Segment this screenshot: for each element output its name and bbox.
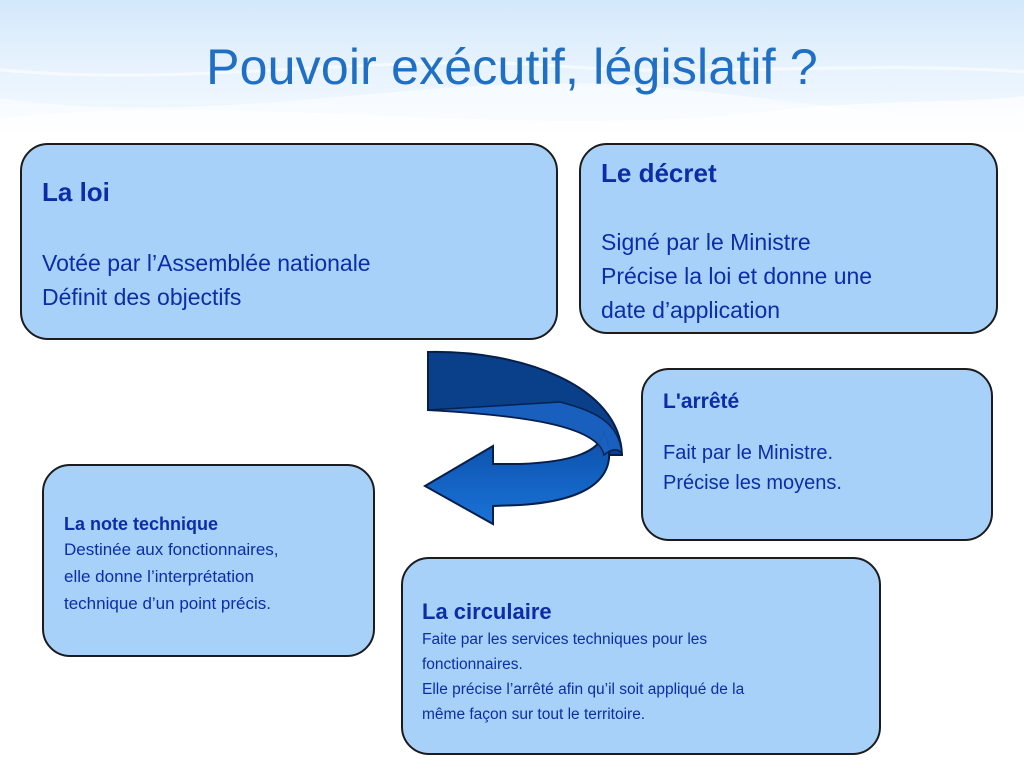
box-line: fonctionnaires. bbox=[422, 656, 523, 673]
box-line: elle donne l’interprétation bbox=[64, 567, 254, 586]
box-line: même façon sur tout le territoire. bbox=[422, 706, 646, 723]
box-la-note-technique bbox=[42, 464, 375, 657]
box-heading: La circulaire bbox=[422, 599, 552, 624]
page-title: Pouvoir exécutif, législatif ? bbox=[206, 39, 818, 95]
box-line: technique d’un point précis. bbox=[64, 594, 271, 613]
box-la-circulaire bbox=[401, 557, 881, 755]
box-heading: La note technique bbox=[64, 514, 219, 534]
box-line: Faite par les services techniques pour les bbox=[422, 631, 708, 648]
box-heading: La loi bbox=[42, 177, 110, 207]
box-line: Précise les moyens. bbox=[663, 472, 842, 494]
box-heading: L'arrêté bbox=[663, 390, 740, 413]
box-line: Signé par le Ministre bbox=[601, 229, 811, 255]
box-line: Fait par le Ministre. bbox=[663, 442, 834, 464]
box-heading: Le décret bbox=[601, 158, 717, 188]
box-line: date d’application bbox=[601, 297, 781, 323]
box-line: Destinée aux fonctionnaires, bbox=[64, 540, 279, 559]
box-l-arrete bbox=[641, 368, 993, 541]
box-line: Votée par l’Assemblée nationale bbox=[42, 250, 371, 276]
box-line: Définit des objectifs bbox=[42, 284, 242, 310]
box-line: Elle précise l’arrêté afin qu’il soit appliqué de la bbox=[422, 681, 745, 698]
box-line: Précise la loi et donne une bbox=[601, 263, 873, 289]
